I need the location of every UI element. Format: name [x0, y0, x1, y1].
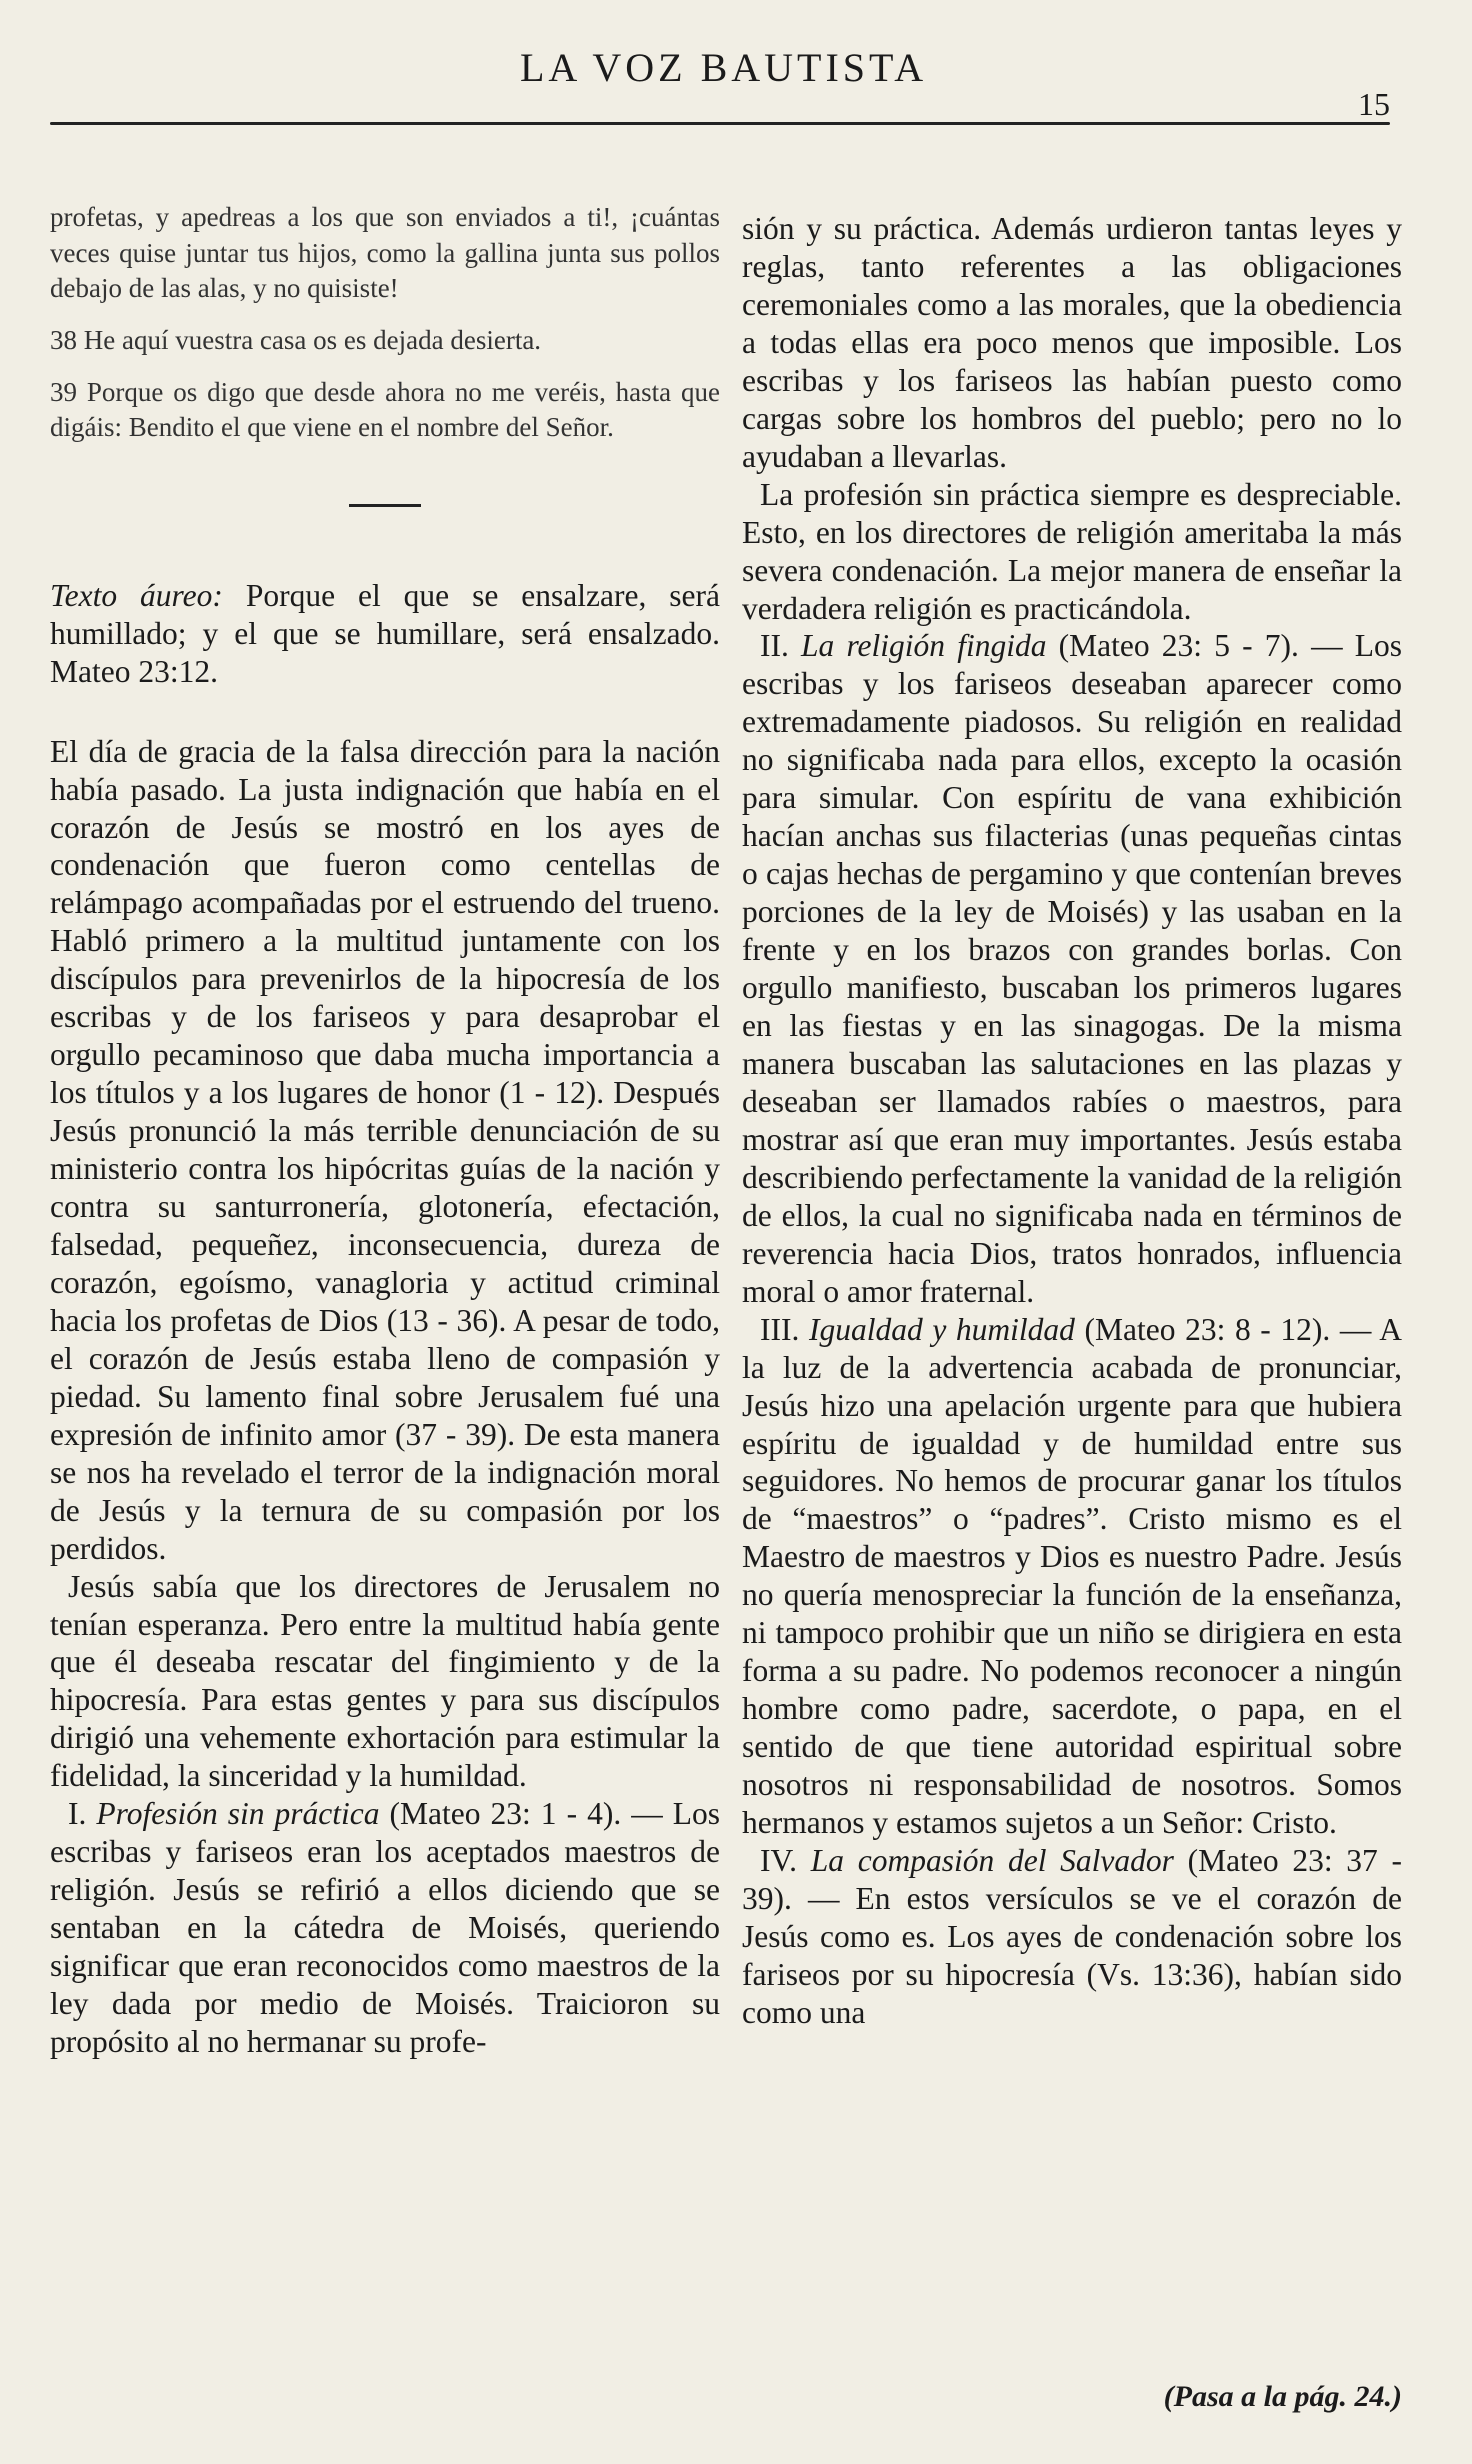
section-1-text: (Mateo 23: 1 - 4). — Los escribas y fariseos eran los aceptados maestros de religión. Jesús se refirió a ellos diciendo que se sentaban en la cátedra de Moisés, queriendo significar que eran reconocidos como maestros de la ley dada por medio de Moisés. Traicioron su propósito al no hermanar su profe- [50, 1796, 721, 2060]
section-1-title: Profesión sin práctica [96, 1796, 380, 1832]
paragraph-continuation: sión y su práctica. Además urdieron tantas leyes y reglas, tanto referentes a las obligaciones ceremoniales como a las morales, que la obediencia a todas ellas era poco menos que imposible. Los escribas y los fariseos las habían puesto como cargas sobre los hombros del pueblo; pero no lo ayudaban a llevarlas. [742, 211, 1402, 474]
section-2-title: La religión fingida [801, 628, 1047, 664]
left-column [50, 200, 720, 2061]
page-header [50, 30, 1390, 130]
section-2-number: II. [760, 628, 789, 664]
section-3 [742, 1311, 1402, 1842]
section-4-number: IV. [760, 1842, 798, 1878]
section-1-number: I. [68, 1796, 87, 1832]
section-4 [742, 1842, 1402, 2032]
journal-title: LA VOZ BAUTISTA [520, 45, 928, 90]
paragraph-exhortation: Jesús sabía que los directores de Jerusalem no tenían esperanza. Pero entre la multitud había gente que él deseaba rescatar del fingimiento y de la hipocresía. Para estas gentes y para sus discípulos dirigió una vehemente exhortación para estimular la fidelidad, la sinceridad y la humildad. [50, 1568, 720, 1794]
section-4-title: La compasión del Salvador [810, 1842, 1174, 1878]
section-4-text: (Mateo 23: 37 - 39). — En estos versículos se ve el corazón de Jesús como es. Los ayes de condenación sobre los fariseos por su hipocresía (Vs. 13:36), habían sido como una [742, 1842, 1402, 2030]
right-column [742, 210, 1402, 2032]
page-number: 15 [1358, 86, 1390, 122]
section-3-title: Igualdad y humildad [808, 1311, 1075, 1347]
section-1 [50, 1795, 720, 2061]
golden-text-body: Porque el que se ensalzare, será humillado; y el que se humillare, será ensalzado. Mateo 23:12. [50, 577, 721, 689]
section-divider [349, 504, 421, 507]
continued-note: (Pasa a la pág. 24.) [1163, 2380, 1402, 2413]
verse-39: 39 Porque os digo que desde ahora no me veréis, hasta que digáis: Bendito el que viene en el nombre del Señor. [50, 376, 720, 443]
section-3-number: III. [760, 1311, 800, 1347]
verse-37-tail: profetas, y apedreas a los que son enviados a ti!, ¡cuántas veces quise juntar tus hijos, como la gallina junta sus pollos debajo de las alas, y no quisiste! [50, 202, 720, 304]
section-2-text: (Mateo 23: 5 - 7). — Los escribas y los fariseos deseaban aparecer como extremadamente piadosos. Su religión en realidad no significaba nada para ellos, excepto la ocasión para simular. Con espíritu de vana exhibición hacían anchas sus filacterias (unas pequeñas cintas o cajas hechas de pergamino y que contenían breves porciones de la ley de Moisés) y las usaban en la frente y en los brazos con grandes borlas. Con orgullo manifiesto, buscaban los primeros lugares en las fiestas y en las sinagogas. De la misma manera buscaban las salutaciones en las plazas y deseaban ser llamados rabíes o maestros, para mostrar así que eran muy importantes. Jesús estaba describiendo perfectamente la vanidad de la religión de ellos, la cual no significaba nada en términos de reverencia hacia Dios, tratos honrados, influencia moral o amor fraternal. [742, 628, 1402, 1309]
paragraph-profession: La profesión sin práctica siempre es despreciable. Esto, en los directores de religión ameritaba la más severa condenación. La mejor manera de enseñar la verdadera religión es practicándola. [742, 476, 1402, 626]
section-2 [742, 627, 1402, 1310]
verse-38: 38 He aquí vuestra casa os es dejada desierta. [50, 324, 542, 355]
header-rule [50, 122, 1390, 125]
section-3-text: (Mateo 23: 8 - 12). — A la luz de la advertencia acabada de pronunciar, Jesús hizo una apelación urgente para que hubiera espíritu de igualdad y de humildad entre sus seguidores. No hemos de procurar ganar los títulos de “maestros” o “padres”. Cristo mismo es el Maestro de maestros y Dios es nuestro Padre. Jesús no quería menospreciar la función de la enseñanza, ni tampoco prohibir que un niño se dirigiera en esta forma a su padre. No podemos reconocer a ningún hombre como padre, sacerdote, o papa, en el sentido de que tiene autoridad espiritual sobre nosotros ni responsabilidad de nosotros. Somos hermanos y estamos sujetos a un Señor: Cristo. [742, 1311, 1402, 1841]
golden-text-label: Texto áureo: [50, 577, 223, 613]
paragraph-intro: El día de gracia de la falsa dirección para la nación había pasado. La justa indignación que había en el corazón de Jesús se mostró en los ayes de condenación que fueron como centellas de relámpago acompañadas por el estruendo del trueno. Habló primero a la multitud juntamente con los discípulos para prevenirlos de la hipocresía de los escribas y de los fariseos y para desaprobar el orgullo pecaminoso que daba mucha importancia a los títulos y a los lugares de honor (1 - 12). Después Jesús pronunció la más terrible denunciación de su ministerio contra los hipócritas guías de la nación y contra su santurronería, glotonería, efectación, falsedad, pequeñez, inconsecuencia, dureza de corazón, egoísmo, vanagloria y actitud criminal hacia los profetas de Dios (13 - 36). A pesar de todo, el corazón de Jesús estaba lleno de compasión y piedad. Su lamento final sobre Jerusalem fué una expresión de infinito amor (37 - 39). De esta manera se nos ha revelado el terror de la indignación moral de Jesús y la ternura de su compasión por los perdidos. [50, 733, 720, 1566]
golden-text [50, 577, 720, 691]
